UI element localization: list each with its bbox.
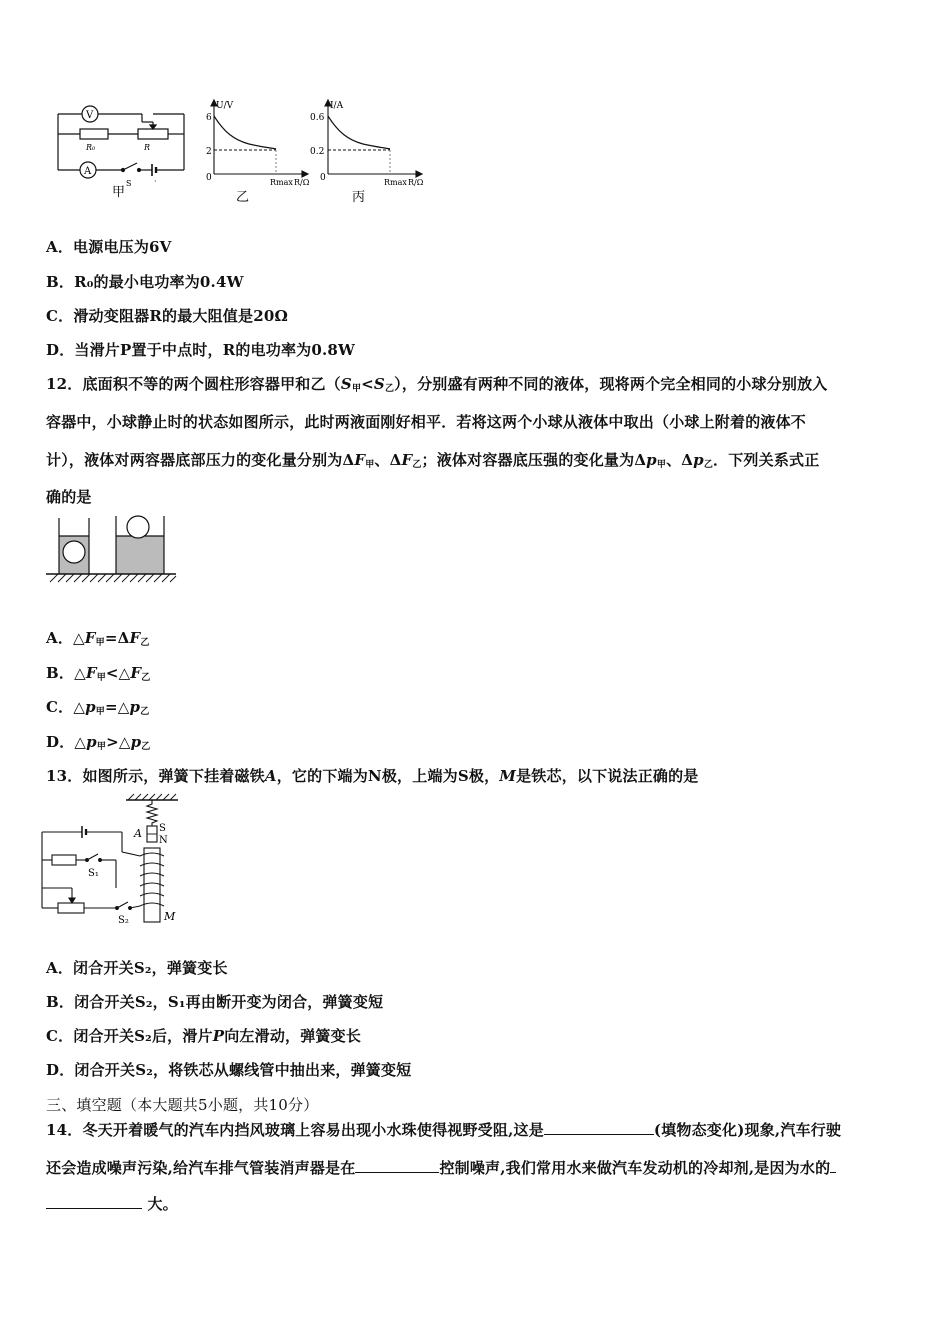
iron-core-label: M [164, 910, 176, 923]
q11-option-d: D．当滑片P置于中点时，R的电功率为0.8W [46, 341, 356, 359]
q13-option-b: B．闭合开关S₂，S₁再由断开变为闭合，弹簧变短 [46, 993, 384, 1011]
q14-blank-1[interactable] [544, 1120, 654, 1135]
section3-title: 三、填空题（本大题共5小题，共10分） [46, 1096, 319, 1114]
graph-yi [211, 100, 308, 177]
magnet-n-label: N [159, 835, 168, 846]
switch-label: S [126, 179, 132, 188]
graph-yi-y-label: U/V [216, 101, 234, 111]
q12-option-c: C．$\triangle p_甲=\triangle p_乙$ [46, 698, 150, 717]
graph-bing [325, 100, 422, 177]
resistor-fixed [52, 855, 76, 865]
graph-bing-y-top: 0.6 [310, 113, 325, 123]
container-yi-liquid [116, 536, 164, 574]
graph-yi-y-mid: 2 [206, 147, 212, 157]
ball-jia [63, 541, 85, 563]
rheostat-bottom [58, 903, 84, 913]
spring [147, 800, 157, 826]
q14-blank-3-start[interactable] [830, 1158, 836, 1173]
q13-figure [40, 790, 190, 930]
q11-figure [44, 88, 444, 206]
ball-yi [127, 516, 149, 538]
switch-s2 [117, 902, 128, 908]
circuit-diagram-jia [58, 106, 184, 178]
iron-core-m [144, 848, 160, 922]
q14-line3: 大。 [46, 1193, 178, 1214]
battery-dot: · [154, 177, 157, 186]
q12-stem-line4: 确的是 [46, 488, 92, 506]
q12-stem-line2: 容器中，小球静止时的状态如图所示，此时两液面刚好相平．若将这两个小球从液体中取出（小球上附着的液体不 [46, 413, 807, 431]
q14-blank-2[interactable] [355, 1158, 439, 1173]
r-label: R [144, 143, 151, 152]
graph-yi-curve [214, 116, 276, 149]
graph-bing-y-mid: 0.2 [310, 147, 325, 157]
q13-option-d: D．闭合开关S₂，将铁芯从螺线管中抽出来，弹簧变短 [46, 1061, 412, 1079]
magnet-s-label: S [159, 823, 166, 834]
voltmeter-label: V [86, 110, 94, 121]
switch-s1-label: S₁ [88, 868, 99, 879]
q13-option-a: A．闭合开关S₂，弹簧变长 [46, 959, 228, 977]
switch-s1 [87, 854, 98, 860]
graph-yi-origin: 0 [206, 173, 212, 183]
q13-option-c: C．闭合开关S₂后，滑片P向左滑动，弹簧变长 [46, 1027, 362, 1045]
graph-bing-curve [328, 116, 390, 149]
figure-label-bing: 丙 [352, 190, 366, 205]
q13-stem: 13．如图所示，弹簧下挂着磁铁A，它的下端为N极，上端为S极，M是铁芯，以下说法正确的是 [46, 767, 699, 785]
graph-bing-rmax: Rmax [384, 178, 407, 187]
q11-option-c: C．滑动变阻器R的最大阻值是20Ω [46, 307, 289, 325]
q11-option-b: B．R₀的最小电功率为0.4W [46, 273, 244, 291]
graph-bing-x-unit: R/Ω [408, 178, 424, 187]
rheostat-r [138, 129, 168, 139]
q14-line1: 14．冬天开着暖气的汽车内挡风玻璃上容易出现小水珠使得视野受阻,这是 (填物态变化)现象,汽车行驶 [46, 1121, 842, 1139]
q12-stem-line1: 12．底面积不等的两个圆柱形容器甲和乙$(S_甲<S_乙)$，分别盛有两种不同的液体，现将两个完全相同的小球分别放入 [46, 375, 828, 394]
q14-line2: 还会造成噪声污染,给汽车排气管装消声器是在 控制噪声,我们常用水来做汽车发动机的冷却剂,是因为水的 [46, 1157, 836, 1178]
resistor-r0 [80, 129, 108, 139]
q14-blank-3[interactable] [46, 1194, 142, 1209]
figure-label-jia: 甲 [112, 185, 126, 200]
q12-option-a: A．$\triangle F_甲=\Delta F_乙$ [46, 629, 150, 648]
figure-label-yi: 乙 [236, 190, 250, 205]
q12-option-d: D．$\triangle p_甲>\triangle p_乙$ [46, 733, 151, 752]
graph-yi-rmax: Rmax [270, 178, 293, 187]
magnet-a-label: A [134, 827, 142, 840]
r0-label: R₀ [86, 143, 96, 152]
graph-bing-origin: 0 [320, 173, 326, 183]
graph-yi-y-top: 6 [206, 113, 212, 123]
q11-option-a: A．电源电压为6V [46, 238, 172, 256]
q12-figure [44, 512, 184, 588]
switch-s2-label: S₂ [118, 915, 129, 926]
switch-s [123, 163, 137, 170]
graph-yi-x-unit: R/Ω [294, 178, 310, 187]
q12-stem-line3: 计），液体对两容器底部压力的变化量分别为$\Delta F_甲$、$\Delta F_乙$；液体对容器底压强的变化量为$\Delta p_甲$、$\Delta p_乙$．下列关系式正 [46, 451, 820, 470]
q12-option-b: B．$\triangle F_甲<\triangle F_乙$ [46, 664, 151, 683]
graph-bing-y-label: I/A [330, 101, 344, 111]
ammeter-label: A [84, 166, 92, 177]
